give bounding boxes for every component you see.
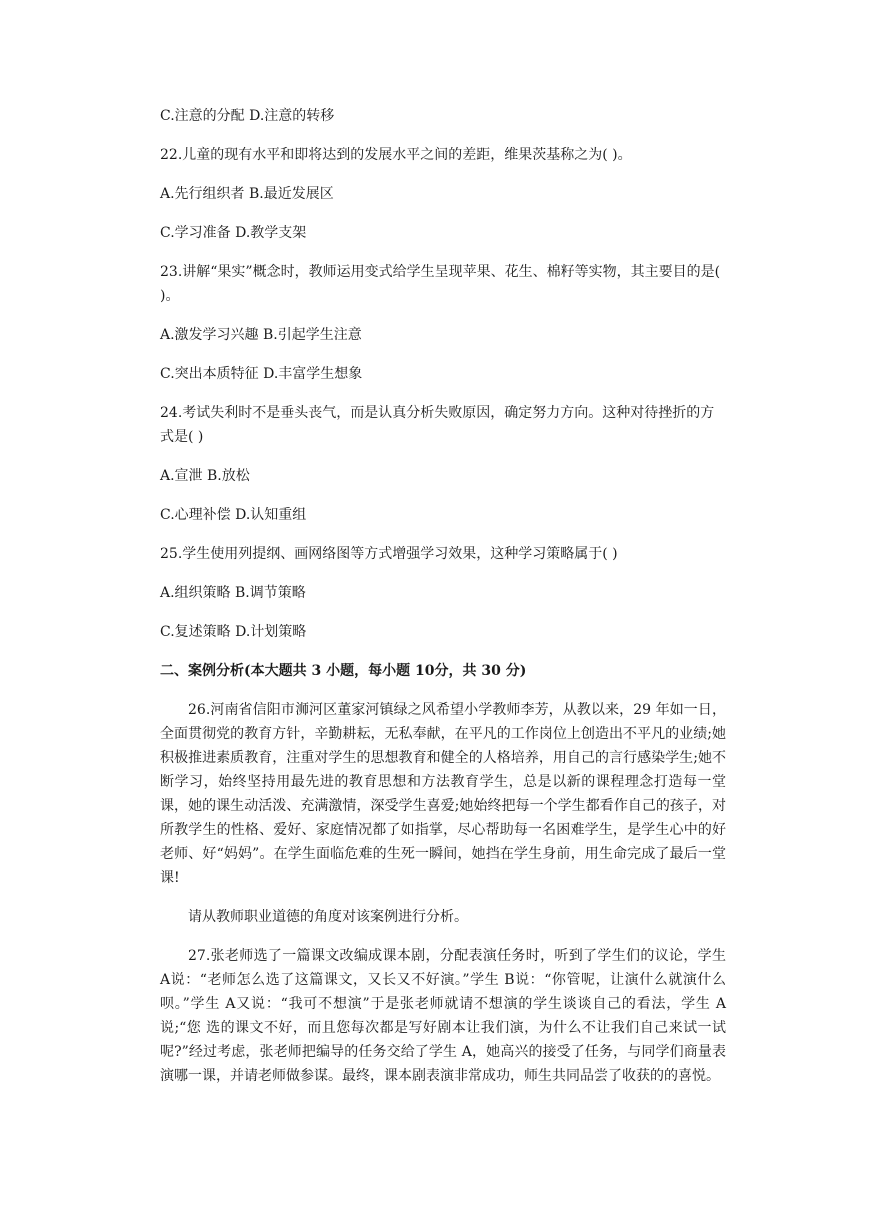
section-title-case-analysis: 二、案例分析(本大题共 3 小题，每小题 10分，共 30 分) xyxy=(160,663,527,679)
q23-options-ab: A.激发学习兴趣 B.引起学生注意 xyxy=(160,327,362,343)
q22-options-cd: C.学习准备 D.教学支架 xyxy=(160,225,307,241)
question-26-prompt: 请从教师职业道德的角度对该案例进行分析。 xyxy=(188,909,468,925)
q23-options-cd: C.突出本质特征 D.丰富学生想象 xyxy=(160,366,363,382)
q25-options-cd: C.复述策略 D.计划策略 xyxy=(160,624,307,640)
q25-options-ab: A.组织策略 B.调节策略 xyxy=(160,585,306,601)
question-23: 23.讲解“果实”概念时，教师运用变式给学生呈现苹果、花生、棉籽等实物，其主要目的是( )。 xyxy=(160,264,721,304)
question-22: 22.儿童的现有水平和即将达到的发展水平之间的差距，维果茨基称之为( )。 xyxy=(160,147,632,163)
q24-options-ab: A.宣泄 B.放松 xyxy=(160,468,250,484)
q22-options-ab: A.先行组织者 B.最近发展区 xyxy=(160,186,334,202)
q24-options-cd: C.心理补偿 D.认知重组 xyxy=(160,507,307,523)
question-27: 27.张老师选了一篇课文改编成课本剧，分配表演任务时，听到了学生们的议论，学生 A说：“老师怎么选了这篇课文，又长又不好演。”学生 B说：“你管呢，让演什么就演什么呗。”学生 A又说：“我可不想演”于是张老师就请不想演的学生谈谈自己的看法，学生 A说;“您 选的课文不好，而且您每次都是写好剧本让我们演，为什么不让我们自己来试一试呢?”经过考虑，张老师把编导的任务交给了学生 A，她高兴的接受了任务，与同学们商量表演哪一课，并请老师做参谋。最终，课本剧表演非常成功，师生共同品尝了收获的的喜悦。 xyxy=(160,948,726,1084)
question-25: 25.学生使用列提纲、画网络图等方式增强学习效果，这种学习策略属于( ) xyxy=(160,546,618,562)
question-26: 26.河南省信阳市浉河区董家河镇绿之风希望小学教师李芳，从教以来，29 年如一日，全面贯彻党的教育方针，辛勤耕耘，无私奉献，在平凡的工作岗位上创造出不平凡的业绩;她积极推进素质教育，注重对学生的思想教育和健全的人格培养，用自己的言行感染学生;她不断学习，始终坚持用最先进的教育思想和方法教育学生，总是以新的课程理念打造每一堂课，她的课生动活泼、充满激情，深受学生喜爱;她始终把每一个学生都看作自己的孩子，对所教学生的性格、爱好、家庭情况都了如指掌，尽心帮助每一名困难学生，是学生心中的好老师、好“妈妈”。在学生面临危难的生死一瞬间，她挡在学生身前，用生命完成了最后一堂课! xyxy=(160,702,726,886)
question-24: 24.考试失利时不是垂头丧气，而是认真分析失败原因，确定努力方向。这种对待挫折的方式是( ) xyxy=(160,405,715,445)
document-page xyxy=(160,104,726,1088)
q21-options-cd: C.注意的分配 D.注意的转移 xyxy=(160,108,335,124)
